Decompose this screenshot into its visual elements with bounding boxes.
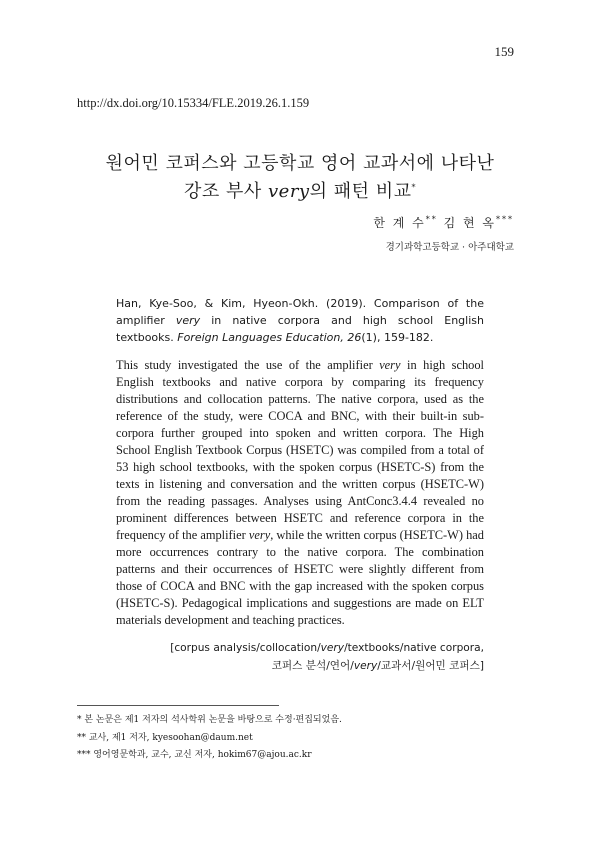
title-line-1: 원어민 코퍼스와 고등학교 영어 교과서에 나타난 [105, 153, 495, 174]
abstract-part-1: This study investigated the use of the amplifier [116, 358, 380, 372]
footnote-1: * 본 논문은 제1 저자의 석사학위 논문을 바탕으로 수정·편집되었음. [77, 715, 342, 725]
footnote-divider [77, 705, 279, 706]
author-2-mark: *** [496, 215, 514, 224]
citation-title-rest: in native corpora and high school English textbooks. [116, 314, 484, 344]
keywords-1a: [corpus analysis/collocation/ [170, 642, 321, 654]
footnote-2: ** 교사, 제1 저자, kyesoohan@daum.net [77, 732, 253, 743]
abstract-italic-1: very [379, 358, 401, 372]
doi-link[interactable]: http://dx.doi.org/10.15334/FLE.2019.26.1.159 [77, 96, 310, 110]
author-1-mark: ** [425, 215, 438, 224]
author-2: 김 현 옥 [443, 216, 496, 230]
title-line-2-end: 의 패턴 비교 [309, 181, 412, 202]
abstract-part-2: in high school English textbooks and native corpora by comparing its frequency distributions and collocation patterns. The native corpora, used as the reference of the study, were COCA and BNC, with their built-in sub-corpora further grouped into spoken and written corpora. The High School English Textbook Corpus (HSETC) was compiled from a total of 53 high school textbooks, with the spoken corpus (HSETC-S) from the texts in listening and conversation and the written corpus (HSETC-W) from the reading passages. Analyses using AntConc3.4.4 revealed no prominent differences between HSETC and reference corpora in the frequency of the amplifier [116, 358, 484, 542]
affiliation: 경기과학고등학교 · 아주대학교 [385, 242, 514, 253]
paper-title [0, 150, 600, 206]
keywords-1c: /textbooks/native corpora, [344, 642, 484, 654]
title-line-2 [0, 178, 600, 206]
author-1: 한 계 수 [373, 216, 426, 230]
citation-italic-word: very [175, 314, 201, 327]
footnotes [77, 712, 342, 765]
footnote-3: *** 영어영문학과, 교수, 교신 저자, hokim67@ajou.ac.kr [77, 750, 312, 760]
citation-authors: Han, Kye-Soo, & Kim, Hyeon-Okh. (2019). Comparison of the amplifier [116, 297, 484, 327]
citation-journal: Foreign Languages Education, 26 [177, 331, 362, 344]
title-footnote-mark: * [411, 183, 416, 192]
citation-issue-pages: (1), 159-182. [361, 331, 434, 344]
keywords-2c: /교과서/원어민 코퍼스] [377, 659, 484, 672]
keywords [116, 640, 484, 675]
keywords-line-1 [116, 640, 484, 658]
keywords-1b: very [320, 642, 345, 654]
title-italic-word: very [268, 181, 310, 202]
abstract-italic-2: very [248, 528, 271, 542]
citation [116, 295, 484, 346]
abstract [116, 357, 484, 629]
keywords-2a: 코퍼스 분석/연어/ [271, 659, 354, 672]
author-list [373, 214, 514, 231]
abstract-part-3: , while the written corpus (HSETC-W) had more occurrences contrary to the native corpora. The combination patterns and their occurrences of HSETC were slightly different from those of COCA and BNC with the gap increased with the spoken corpus (HSETC-S). Pedagogical implications and suggestions are made on ELT materials development and teaching practices. [116, 528, 484, 627]
keywords-2b: very [353, 659, 378, 672]
page-number: 159 [494, 44, 514, 59]
keywords-line-2 [116, 658, 484, 676]
title-line-2-start: 강조 부사 [184, 181, 268, 202]
